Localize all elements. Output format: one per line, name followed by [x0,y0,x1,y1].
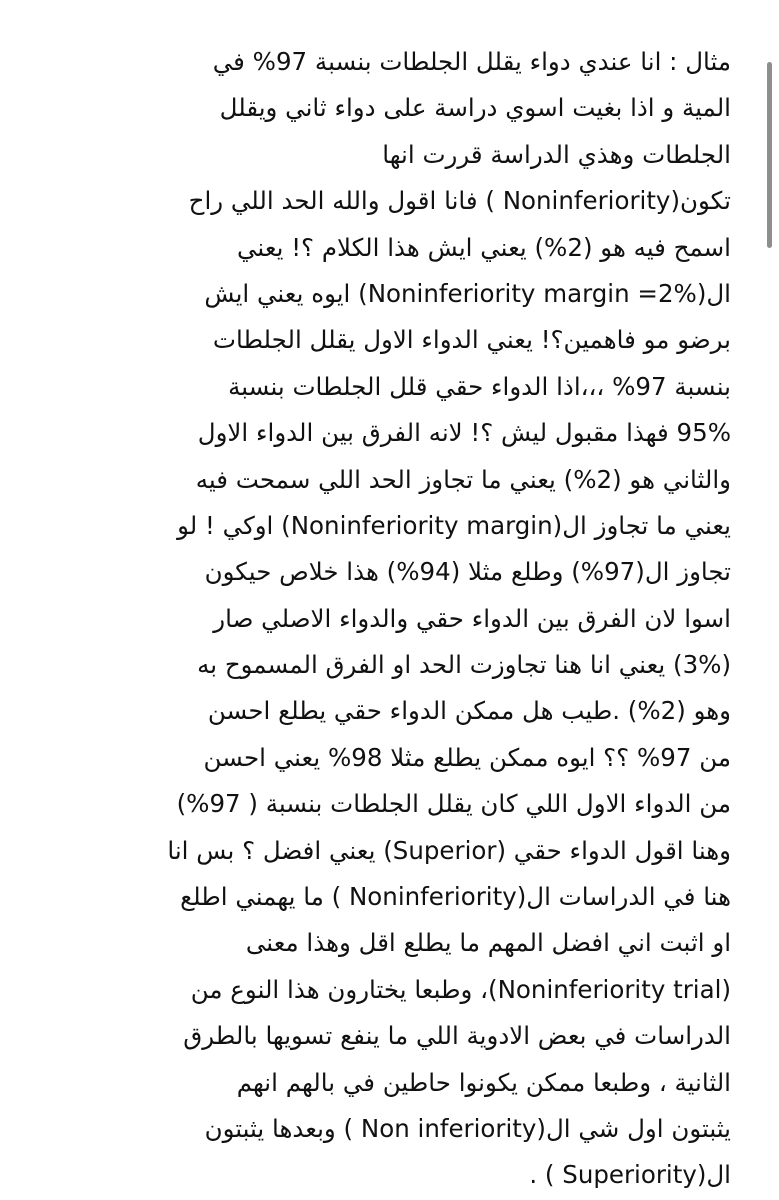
note-line: او اثبت اني افضل المهم ما يطلع اقل وهذا معنى [245,928,731,958]
note-line: وهنا اقول الدواء حقي (Superior) يعني افضل ؟ بس انا [167,835,731,865]
note-line: والثاني هو (2%) يعني ما تجاوز الحد اللي سمحت فيه [195,464,731,494]
note-line: وهو (2%) .طيب هل ممكن الدواء حقي يطلع احسن [207,696,731,726]
note-line: يعني ما تجاوز ال(Noninferiority margin) اوكي ! لو [177,510,731,540]
note-line: 95% فهذا مقبول ليش ؟! لانه الفرق بين الدواء الاول [197,418,731,448]
note-line: من الدواء الاول اللي كان يقلل الجلطات بنسبة ( 97%) [176,789,731,819]
note-line: ال(Superiority ) . [529,1160,731,1190]
note-line: تكون(Noninferiority ) فانا اقول والله الحد اللي راح [188,186,731,216]
note-line: اسوا لان الفرق بين الدواء حقي والدواء الاصلي صار [213,603,731,633]
note-line: ال(Noninferiority margin =2%) ايوه يعني ايش [204,278,731,308]
note-body [51,39,731,1199]
note-line: الثانية ، وطبعا ممكن يكونوا حاطين في بالهم انهم [236,1067,731,1097]
note-line: الدراسات في بعض الادوية اللي ما ينفع تسويها بالطرق [183,1021,731,1051]
note-line: (Noninferiority trial)، وطبعا يختارون هذا النوع من [190,974,731,1004]
note-line: من 97% ؟؟ ايوه ممكن يطلع مثلا 98% يعني احسن [203,742,731,772]
vertical-scrollbar[interactable] [767,62,772,248]
note-line: تجاوز ال(97%) وطلع مثلا (94%) هذا خلاص حيكون [204,557,731,587]
note-line: بنسبة 97% ،،،اذا الدواء حقي قلل الجلطات بنسبة [228,371,731,401]
note-line: يثبتون اول شي ال(Non inferiority ) وبعدها يثبتون [204,1113,731,1143]
note-line: (3%) يعني انا هنا تجاوزت الحد او الفرق المسموح به [197,650,731,680]
note-line: برضو مو فاهمين؟! يعني الدواء الاول يقلل الجلطات [212,325,731,355]
note-line: هنا في الدراسات ال(Noninferiority ) ما يهمني اطلع [180,882,731,912]
note-line: الجلطات وهذي الدراسة قررت انها [382,139,731,169]
note-line: المية و اذا بغيت اسوي دراسة على دواء ثاني ويقلل [219,93,731,123]
note-line: مثال : انا عندي دواء يقلل الجلطات بنسبة 97% في [212,47,731,76]
note-line: اسمح فيه هو (2%) يعني ايش هذا الكلام ؟! يعني [237,232,731,262]
